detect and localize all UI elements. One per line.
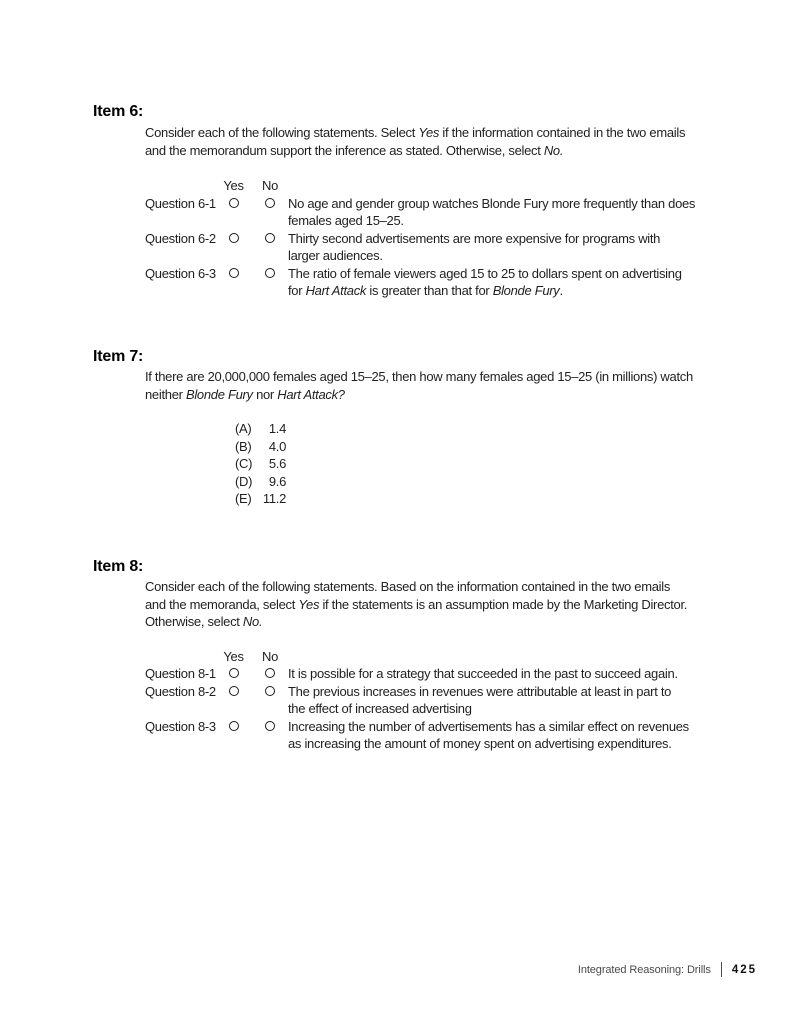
no-column-header: No — [261, 648, 279, 664]
choice-letter: (D) — [235, 473, 253, 489]
item-6-question-table — [145, 177, 695, 300]
choice-value: 9.6 — [268, 473, 286, 489]
question-statement: The ratio of female viewers aged 15 to 25 to dollars spent on advertising for Hart Attack is greater than that for Blonde Fury. — [288, 265, 682, 298]
answer-choice[interactable] — [235, 438, 693, 456]
choice-letter: (C) — [235, 456, 253, 471]
answer-choice[interactable] — [235, 473, 693, 491]
item-8-title: Item 8: — [93, 558, 144, 575]
yes-radio-button[interactable] — [229, 198, 239, 208]
yes-radio-button[interactable] — [229, 233, 239, 243]
choice-letter: (E) — [235, 491, 252, 506]
question-label: Question 8-3 — [145, 718, 216, 734]
question-row — [145, 230, 695, 265]
yes-radio-button[interactable] — [229, 721, 239, 731]
item-7-answer-choices — [235, 420, 693, 508]
yes-column-header: Yes — [223, 178, 244, 193]
yes-no-header-row — [145, 648, 689, 666]
answer-choice[interactable] — [235, 455, 693, 473]
question-row — [145, 195, 695, 230]
question-statement: Thirty second advertisements are more expensive for programs with larger audiences. — [288, 230, 661, 263]
question-label: Question 6-2 — [145, 230, 216, 246]
choice-letter: (B) — [235, 438, 252, 454]
question-row — [145, 665, 689, 683]
no-radio-button[interactable] — [265, 686, 275, 696]
question-statement: It is possible for a strategy that succeeded in the past to succeed again. — [288, 666, 678, 681]
item-7-title: Item 7: — [93, 348, 144, 365]
item-8-question-table — [145, 648, 689, 753]
item-6-instructions: Consider each of the following statements. Select Yes if the information contained in the two emails and the memorandum support the inference as stated. Otherwise, select No. — [145, 125, 686, 158]
no-column-header: No — [261, 178, 279, 193]
question-row — [145, 265, 695, 300]
answer-choice[interactable] — [235, 420, 693, 438]
choice-letter: (A) — [235, 421, 252, 436]
yes-radio-button[interactable] — [229, 668, 239, 678]
no-radio-button[interactable] — [265, 198, 275, 208]
question-label: Question 6-1 — [145, 195, 216, 211]
page-footer — [578, 962, 757, 977]
question-row — [145, 718, 689, 753]
yes-radio-button[interactable] — [229, 268, 239, 278]
choice-value: 4.0 — [268, 438, 286, 454]
yes-column-header: Yes — [223, 648, 244, 664]
item-7-question: If there are 20,000,000 females aged 15–25, then how many females aged 15–25 (in millions) watch neither Blonde Fury nor Hart Attack? — [145, 369, 693, 402]
question-statement: The previous increases in revenues were attributable at least in part to the effect of increased advertising — [288, 683, 672, 716]
no-radio-button[interactable] — [265, 668, 275, 678]
footer-section-label: Integrated Reasoning: Drills — [577, 963, 711, 976]
question-row — [145, 683, 689, 718]
no-radio-button[interactable] — [265, 268, 275, 278]
question-label: Question 8-2 — [145, 683, 216, 699]
question-label: Question 8-1 — [145, 666, 216, 681]
answer-choice[interactable] — [235, 490, 693, 508]
choice-value: 1.4 — [268, 421, 286, 436]
yes-no-header-row — [145, 177, 695, 195]
choice-value: 5.6 — [268, 456, 286, 471]
footer-page-number: 425 — [731, 963, 757, 976]
item-6-section — [93, 103, 695, 300]
item-6-title: Item 6: — [93, 103, 144, 120]
yes-radio-button[interactable] — [229, 686, 239, 696]
question-statement: No age and gender group watches Blonde Fury more frequently than does females aged 15–25. — [288, 195, 696, 228]
item-7-section — [93, 348, 693, 508]
question-label: Question 6-3 — [145, 265, 216, 281]
item-8-section — [93, 558, 689, 753]
item-8-instructions: Consider each of the following statements. Based on the information contained in the two emails and the memoranda, select Yes if the statements is an assumption made by the Marketing Director. Otherwise, select No. — [145, 579, 688, 629]
no-radio-button[interactable] — [265, 721, 275, 731]
question-statement: Increasing the number of advertisements has a similar effect on revenues as increasing the amount of money spent on advertising expenditures. — [288, 718, 689, 751]
choice-value: 11.2 — [262, 491, 286, 506]
footer-divider — [721, 962, 722, 977]
no-radio-button[interactable] — [265, 233, 275, 243]
